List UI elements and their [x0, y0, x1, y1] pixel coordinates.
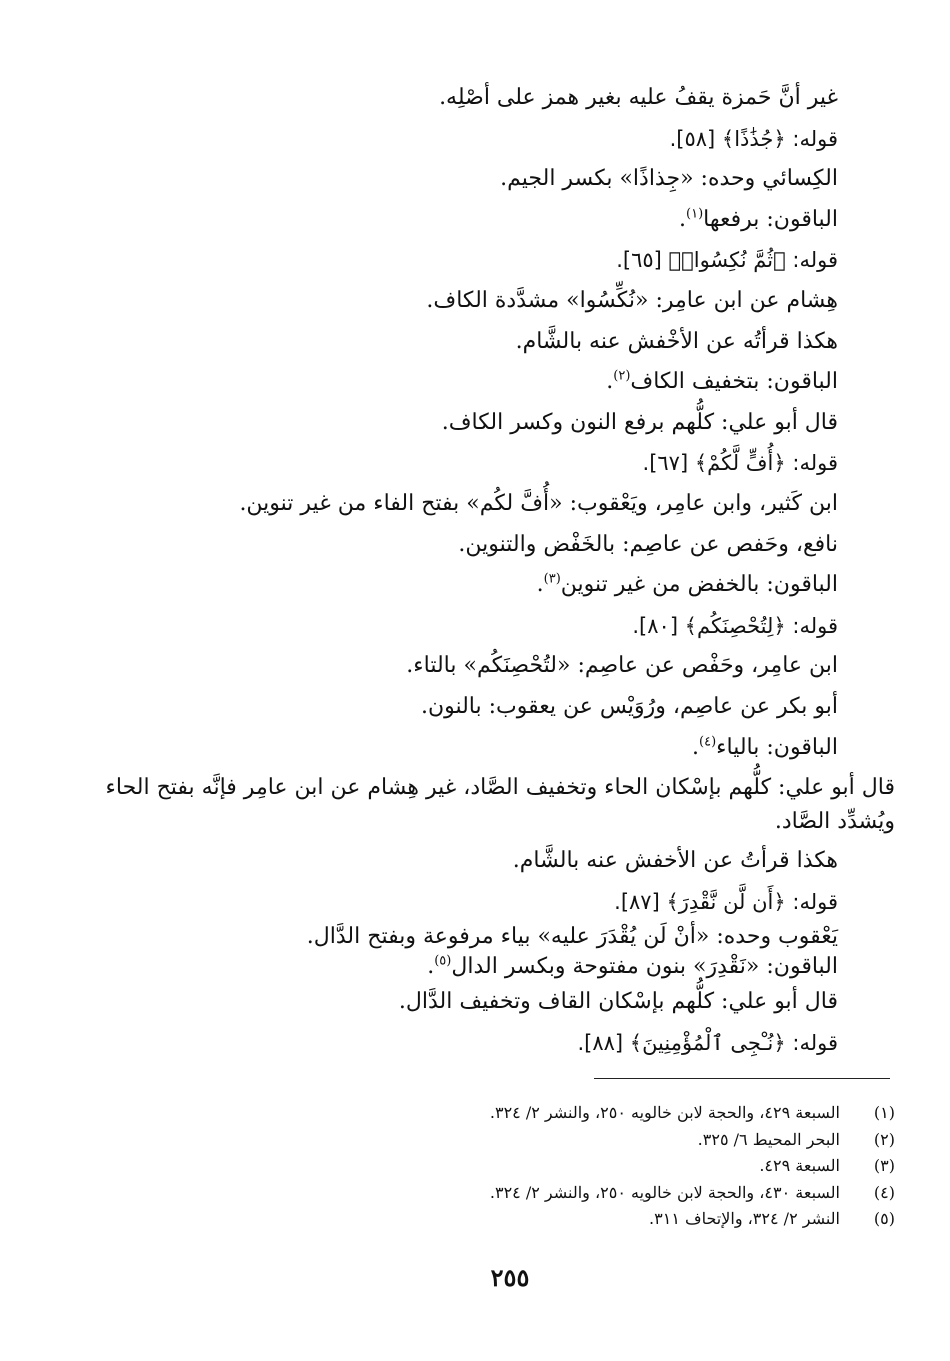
text-line: الكِسائي وحده: «جِذاذًا» بكسر الجيم.	[500, 166, 838, 192]
footnote-text: البحر المحيط ٦/ ٣٢٥.	[697, 1129, 840, 1149]
footnote-marker[interactable]: (٢)	[613, 368, 631, 384]
footnote-text: السبعة ٤٣٠، والحجة لابن خالويه ٢٥٠، والنشر ٢/ ٣٢٤.	[489, 1182, 840, 1202]
footnote-number: (٢)	[873, 1129, 895, 1149]
text-line: قال أبو علي: كلُّهم برفع النون وكسر الكاف.	[441, 409, 838, 435]
text-segment: الباقون: «نَقْدِرَ» بنون مفتوحة وبكسر الدال	[451, 954, 838, 980]
text-segment: الباقون: بالخفض من غير تنوين	[560, 572, 838, 598]
text-line: هكذا قرأتُ عن الأخفش عنه بالشَّام.	[512, 848, 838, 874]
text-line: الباقون: «نَقْدِرَ» بنون مفتوحة وبكسر الدال$^{(٥)}$.	[427, 953, 838, 980]
text-paragraph: قال أبو علي: كلُّهم بإسْكان الحاء وتخفيف الصَّاد، غير هِشام عن ابن عامِر فإنَّه بفتح الحاء ويُشدِّد الصَّاد.	[105, 775, 895, 835]
text-line: الباقون: بالخفض من غير تنوين$^{(٣)}$.	[536, 571, 838, 598]
text-line: نافع، وحَفص عن عاصِم: بالخَفْض والتنوين.	[458, 531, 838, 557]
text-line: غير أنَّ حَمزة يقفُ عليه بغير همز على أصْلِه.	[439, 85, 838, 110]
text-line: الباقون: بالياء$^{(٤)}$.	[692, 734, 838, 760]
quran-verse-reference: قوله: ﴿لِتُحْصِنَكُم﴾ [٨٠].	[632, 613, 838, 638]
quran-verse-reference: قوله: ﴿جُذَٰذًا﴾ [٥٨].	[669, 126, 838, 151]
text-line: الباقون: برفعها$^{(١)}$.	[679, 206, 838, 232]
footnote-item	[195, 1206, 895, 1233]
text-line: ابن كَثير، وابن عامِر، ويَعْقوب: «أُفَّ لكُم» بفتح الفاء من غير تنوين.	[239, 490, 838, 516]
quran-verse-reference: قوله: ﴿أُفٍّ لَّكُمْ﴾ [٦٧].	[642, 451, 838, 476]
footnote-item	[195, 1180, 895, 1207]
footnote-marker[interactable]: (١)	[686, 206, 704, 222]
text-line: هِشام عن ابن عامِر: «نُكِّسُوا» مشدَّدة الكاف.	[426, 287, 838, 313]
text-segment: الباقون: بتخفيف الكاف	[630, 369, 838, 395]
text-segment: الباقون: بالياء	[716, 734, 838, 760]
page-number: ٢٥٥	[490, 1263, 530, 1292]
footnote-text: النشر ٢/ ٣٢٤، والإتحاف ٣١١.	[649, 1209, 840, 1228]
text-line: أبو بكر عن عاصِم، ورُوَيْس عن يعقوب: بالنون.	[420, 693, 838, 719]
footnote-number: (١)	[873, 1103, 895, 1122]
text-line: الباقون: بتخفيف الكاف$^{(٢)}$.	[606, 368, 838, 395]
footnote-text: السبعة ٤٢٩.	[759, 1156, 840, 1175]
footnote-separator	[594, 1078, 890, 1079]
main-text	[98, 78, 895, 1063]
text-line: قال أبو علي: كلُّهم بإسْكان القاف وتخفيف الدَّال.	[398, 989, 838, 1015]
footnotes	[195, 1100, 895, 1233]
text-line: هكذا قرأتُه عن الأخْفش عنه بالشَّام.	[515, 328, 838, 354]
footnote-item	[195, 1153, 895, 1180]
footnote-number: (٤)	[873, 1182, 895, 1202]
footnote-marker[interactable]: (٥)	[434, 953, 452, 969]
footnote-item	[195, 1127, 895, 1154]
text-line: يَعْقوب وحده: «أنْ لَن يُقْدَرَ عليه» بياء مرفوعة وبفتح الدَّال.	[306, 924, 838, 950]
footnote-number: (٣)	[873, 1156, 895, 1175]
quran-verse-reference: قوله: ﴿نُـْجِى ٱلْمُؤْمِنِينَ﴾ [٨٨].	[577, 1030, 838, 1055]
footnote-marker[interactable]: (٣)	[543, 571, 561, 587]
footnote-number: (٥)	[873, 1209, 895, 1228]
footnote-item	[195, 1100, 895, 1127]
footnote-marker[interactable]: (٤)	[699, 734, 717, 750]
footnote-text: السبعة ٤٢٩، والحجة لابن خالويه ٢٥٠، والنشر ٢/ ٣٢٤.	[489, 1103, 840, 1122]
text-segment: الباقون: برفعها	[703, 206, 838, 232]
quran-verse-reference: قوله: ﴿أَن لَّن نَّقْدِرَ﴾ [٨٧].	[614, 889, 838, 914]
quran-verse-reference: قوله: ﴿ثُمَّ نُكِسُوا۟﴾ [٦٥].	[616, 248, 838, 273]
text-line: ابن عامِر، وحَفْص عن عاصِم: «لتُحْصِنَكُم» بالتاء.	[406, 653, 838, 679]
